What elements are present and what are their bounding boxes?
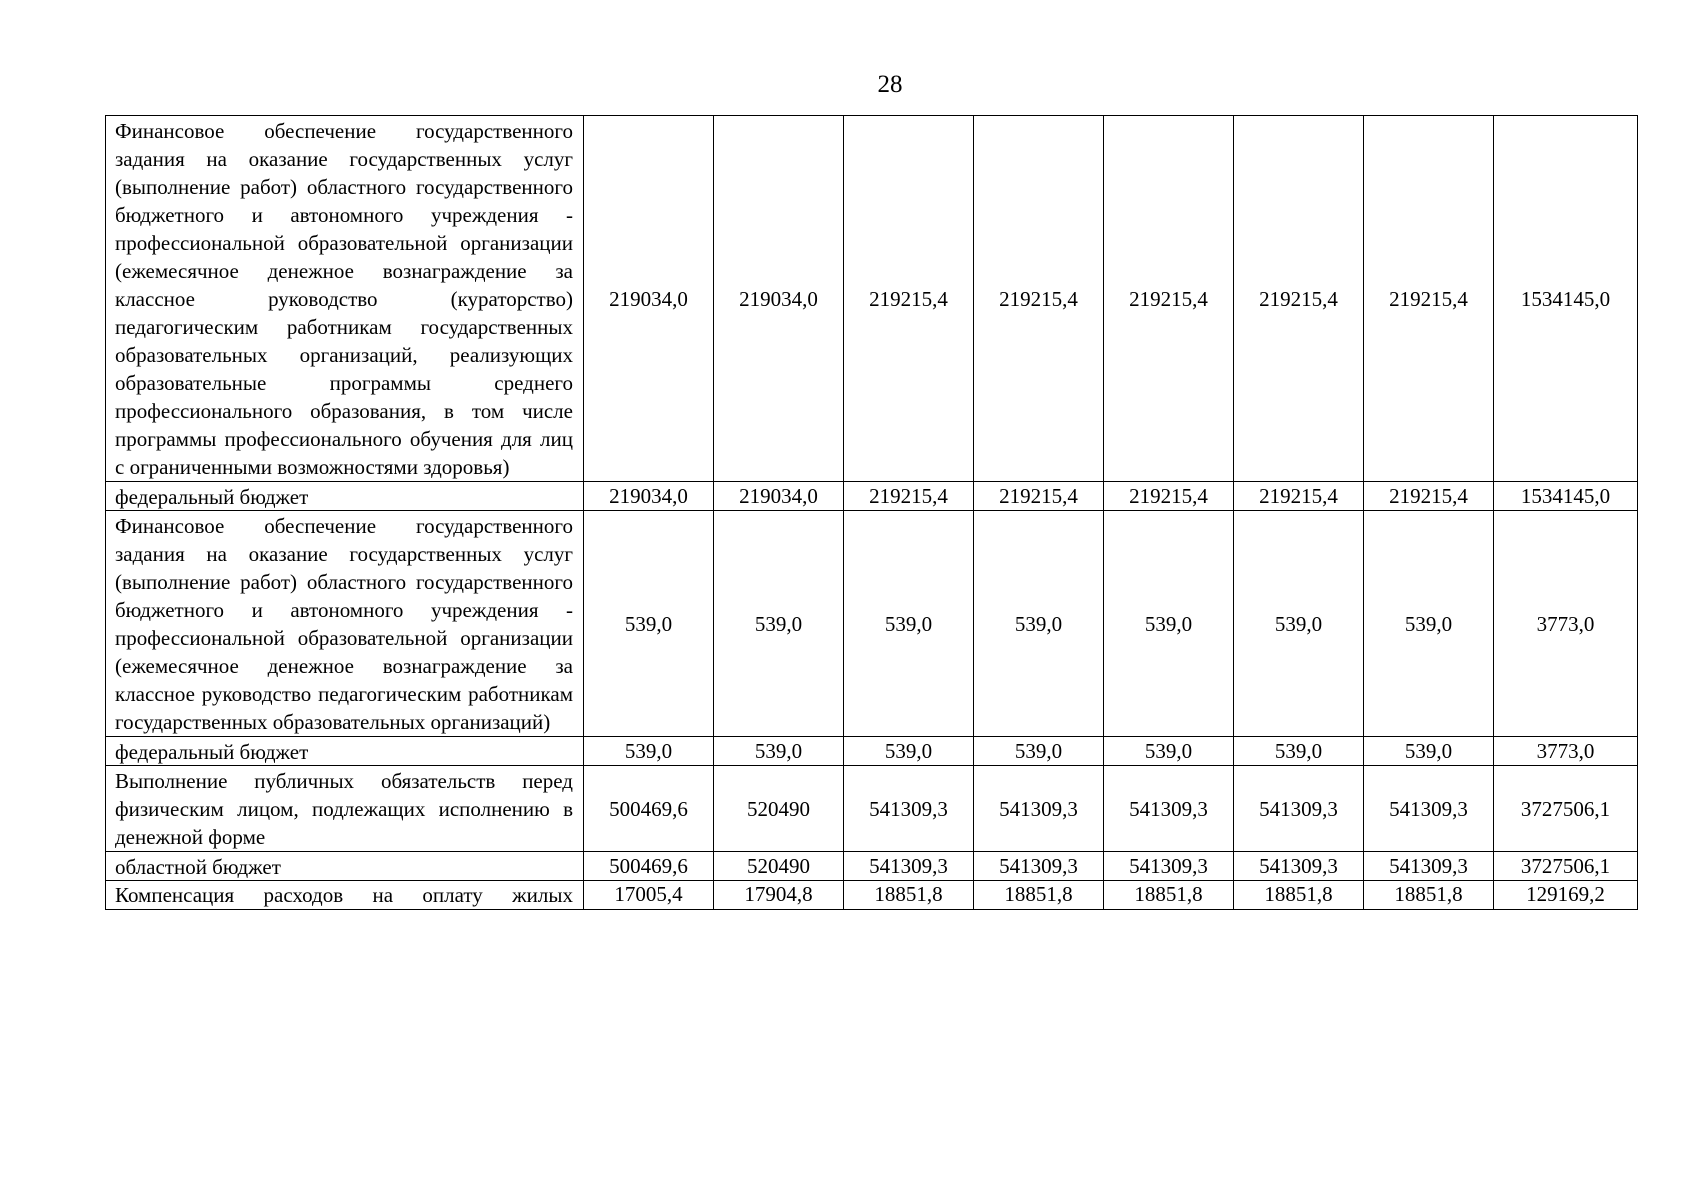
table-row <box>106 116 1638 482</box>
row-label: федеральный бюджет <box>106 482 584 511</box>
value-cell: 18851,8 <box>844 881 974 910</box>
value-cell: 541309,3 <box>1104 766 1234 852</box>
value-cell: 541309,3 <box>1364 766 1494 852</box>
value-cell: 541309,3 <box>844 852 974 881</box>
value-cell: 539,0 <box>974 511 1104 737</box>
value-cell: 219215,4 <box>974 116 1104 482</box>
value-cell: 18851,8 <box>1364 881 1494 910</box>
total-cell: 3727506,1 <box>1494 766 1638 852</box>
value-cell: 219215,4 <box>974 482 1104 511</box>
budget-table <box>105 115 1638 910</box>
value-cell: 18851,8 <box>1104 881 1234 910</box>
value-cell: 520490 <box>714 766 844 852</box>
value-cell: 17904,8 <box>714 881 844 910</box>
total-cell: 129169,2 <box>1494 881 1638 910</box>
row-label: Финансовое обеспечение государственного задания на оказание государственных услуг (выполнение работ) областного государственного бюджетного и автономного учреждения - профессиональной образовательной организации (ежемесячное денежное вознаграждение за классное руководство (кураторство) педагогическим работникам государственных образовательных организаций, реализующих образовательные программы среднего профессионального образования, в том числе программы профессионального обучения для лиц с ограниченными возможностями здоровья) <box>106 116 584 482</box>
total-cell: 1534145,0 <box>1494 116 1638 482</box>
row-label: федеральный бюджет <box>106 737 584 766</box>
value-cell: 541309,3 <box>1234 766 1364 852</box>
value-cell: 541309,3 <box>1104 852 1234 881</box>
value-cell: 219215,4 <box>1104 482 1234 511</box>
row-label: Выполнение публичных обязательств перед физическим лицом, подлежащих исполнению в денежной форме <box>106 766 584 852</box>
value-cell: 541309,3 <box>1234 852 1364 881</box>
table-row <box>106 511 1638 737</box>
value-cell: 539,0 <box>1104 737 1234 766</box>
total-cell: 3773,0 <box>1494 737 1638 766</box>
value-cell: 539,0 <box>714 737 844 766</box>
value-cell: 539,0 <box>844 737 974 766</box>
value-cell: 541309,3 <box>1364 852 1494 881</box>
value-cell: 539,0 <box>584 511 714 737</box>
value-cell: 219034,0 <box>584 482 714 511</box>
value-cell: 219215,4 <box>844 482 974 511</box>
table-row <box>106 482 1638 511</box>
value-cell: 539,0 <box>1104 511 1234 737</box>
value-cell: 539,0 <box>1234 737 1364 766</box>
value-cell: 219215,4 <box>1364 482 1494 511</box>
value-cell: 219215,4 <box>844 116 974 482</box>
table-row <box>106 737 1638 766</box>
value-cell: 219215,4 <box>1104 116 1234 482</box>
value-cell: 18851,8 <box>974 881 1104 910</box>
value-cell: 539,0 <box>1364 511 1494 737</box>
total-cell: 3773,0 <box>1494 511 1638 737</box>
value-cell: 539,0 <box>714 511 844 737</box>
value-cell: 541309,3 <box>844 766 974 852</box>
value-cell: 18851,8 <box>1234 881 1364 910</box>
value-cell: 539,0 <box>1364 737 1494 766</box>
value-cell: 219034,0 <box>714 482 844 511</box>
value-cell: 219215,4 <box>1234 482 1364 511</box>
total-cell: 1534145,0 <box>1494 482 1638 511</box>
page-number: 28 <box>877 71 903 98</box>
total-cell: 3727506,1 <box>1494 852 1638 881</box>
row-label: областной бюджет <box>106 852 584 881</box>
value-cell: 539,0 <box>974 737 1104 766</box>
value-cell: 539,0 <box>844 511 974 737</box>
value-cell: 520490 <box>714 852 844 881</box>
value-cell: 500469,6 <box>584 852 714 881</box>
value-cell: 541309,3 <box>974 852 1104 881</box>
value-cell: 17005,4 <box>584 881 714 910</box>
value-cell: 500469,6 <box>584 766 714 852</box>
table-row <box>106 852 1638 881</box>
value-cell: 219034,0 <box>584 116 714 482</box>
row-label: Финансовое обеспечение государственного задания на оказание государственных услуг (выполнение работ) областного государственного бюджетного и автономного учреждения - профессиональной образовательной организации (ежемесячное денежное вознаграждение за классное руководство педагогическим работникам государственных образовательных организаций) <box>106 511 584 737</box>
table-row <box>106 766 1638 852</box>
value-cell: 539,0 <box>584 737 714 766</box>
value-cell: 539,0 <box>1234 511 1364 737</box>
table-row <box>106 881 1638 910</box>
value-cell: 219215,4 <box>1234 116 1364 482</box>
value-cell: 219034,0 <box>714 116 844 482</box>
row-label: Компенсация расходов на оплату жилых <box>106 881 584 910</box>
value-cell: 219215,4 <box>1364 116 1494 482</box>
value-cell: 541309,3 <box>974 766 1104 852</box>
